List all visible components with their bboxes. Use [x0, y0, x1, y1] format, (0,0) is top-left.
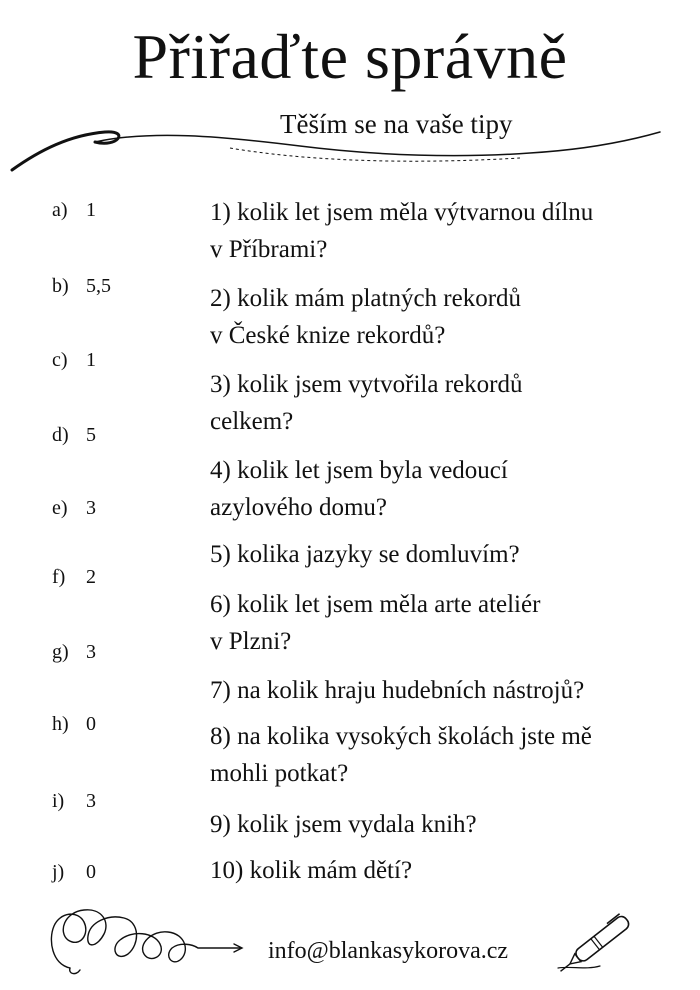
- answer-value: 5: [86, 424, 96, 446]
- question-item-4: [210, 452, 690, 526]
- question-line: v České knize rekordů?: [210, 322, 446, 349]
- answer-letter: g): [52, 641, 69, 663]
- answer-value: 3: [86, 790, 96, 812]
- answer-letter: b): [52, 275, 69, 297]
- answer-letter: f): [52, 566, 66, 588]
- answer-value: 1: [86, 199, 96, 221]
- question-line: 9) kolik jsem vydala knih?: [210, 811, 477, 838]
- answer-letter: j): [52, 861, 65, 883]
- answer-item-c: [52, 348, 96, 372]
- scribble-arrow-icon: [40, 900, 250, 980]
- question-line: v Plzni?: [210, 628, 292, 655]
- question-item-9: [210, 806, 690, 843]
- question-item-1: [210, 194, 690, 268]
- answer-item-g: [52, 640, 96, 664]
- answer-letter: c): [52, 349, 68, 371]
- answer-letter: e): [52, 497, 68, 519]
- page-subtitle: Těším se na vaše tipy: [280, 109, 513, 139]
- question-line: azylového domu?: [210, 494, 388, 521]
- question-item-10: [210, 852, 690, 889]
- answer-letter: d): [52, 424, 69, 446]
- contact-email: info@blankasykorova.cz: [268, 938, 509, 964]
- answer-item-e: [52, 496, 96, 520]
- answer-letter: a): [52, 199, 68, 221]
- question-line: 7) na kolik hraju hudebních nástrojů?: [210, 677, 585, 704]
- answer-letter: h): [52, 713, 69, 735]
- answer-value: 1: [86, 349, 96, 371]
- question-item-3: [210, 366, 690, 440]
- answer-value: 3: [86, 641, 96, 663]
- question-item-8: [210, 718, 690, 792]
- page-title: Přiřaďte správně: [132, 21, 568, 92]
- answer-value: 3: [86, 497, 96, 519]
- question-line: mohli potkat?: [210, 760, 349, 787]
- question-item-2: [210, 280, 690, 354]
- answer-value: 2: [86, 566, 96, 588]
- question-item-6: [210, 586, 690, 660]
- answer-item-a: [52, 198, 96, 222]
- question-line: 1) kolik let jsem měla výtvarnou dílnu: [210, 199, 594, 226]
- answer-value: 0: [86, 861, 96, 883]
- answer-item-b: [52, 274, 111, 298]
- answer-value: 5,5: [86, 275, 111, 297]
- answer-item-i: [52, 789, 96, 813]
- fountain-pen-icon: [552, 890, 662, 980]
- question-line: 3) kolik jsem vytvořila rekordů: [210, 371, 523, 398]
- answer-item-f: [52, 565, 96, 589]
- question-line: 5) kolika jazyky se domluvím?: [210, 541, 520, 568]
- question-line: v Příbrami?: [210, 236, 328, 263]
- question-line: celkem?: [210, 408, 294, 435]
- answer-item-j: [52, 860, 96, 884]
- question-item-7: [210, 672, 690, 709]
- question-line: 6) kolik let jsem měla arte ateliér: [210, 591, 541, 618]
- question-line: 4) kolik let jsem byla vedoucí: [210, 457, 508, 484]
- answer-item-h: [52, 712, 96, 736]
- answer-item-d: [52, 423, 96, 447]
- question-line: 10) kolik mám dětí?: [210, 857, 413, 884]
- answer-value: 0: [86, 713, 96, 735]
- question-item-5: [210, 536, 690, 573]
- answer-letter: i): [52, 790, 65, 812]
- question-line: 2) kolik mám platných rekordů: [210, 285, 522, 312]
- question-line: 8) na kolika vysokých školách jste mě: [210, 723, 592, 750]
